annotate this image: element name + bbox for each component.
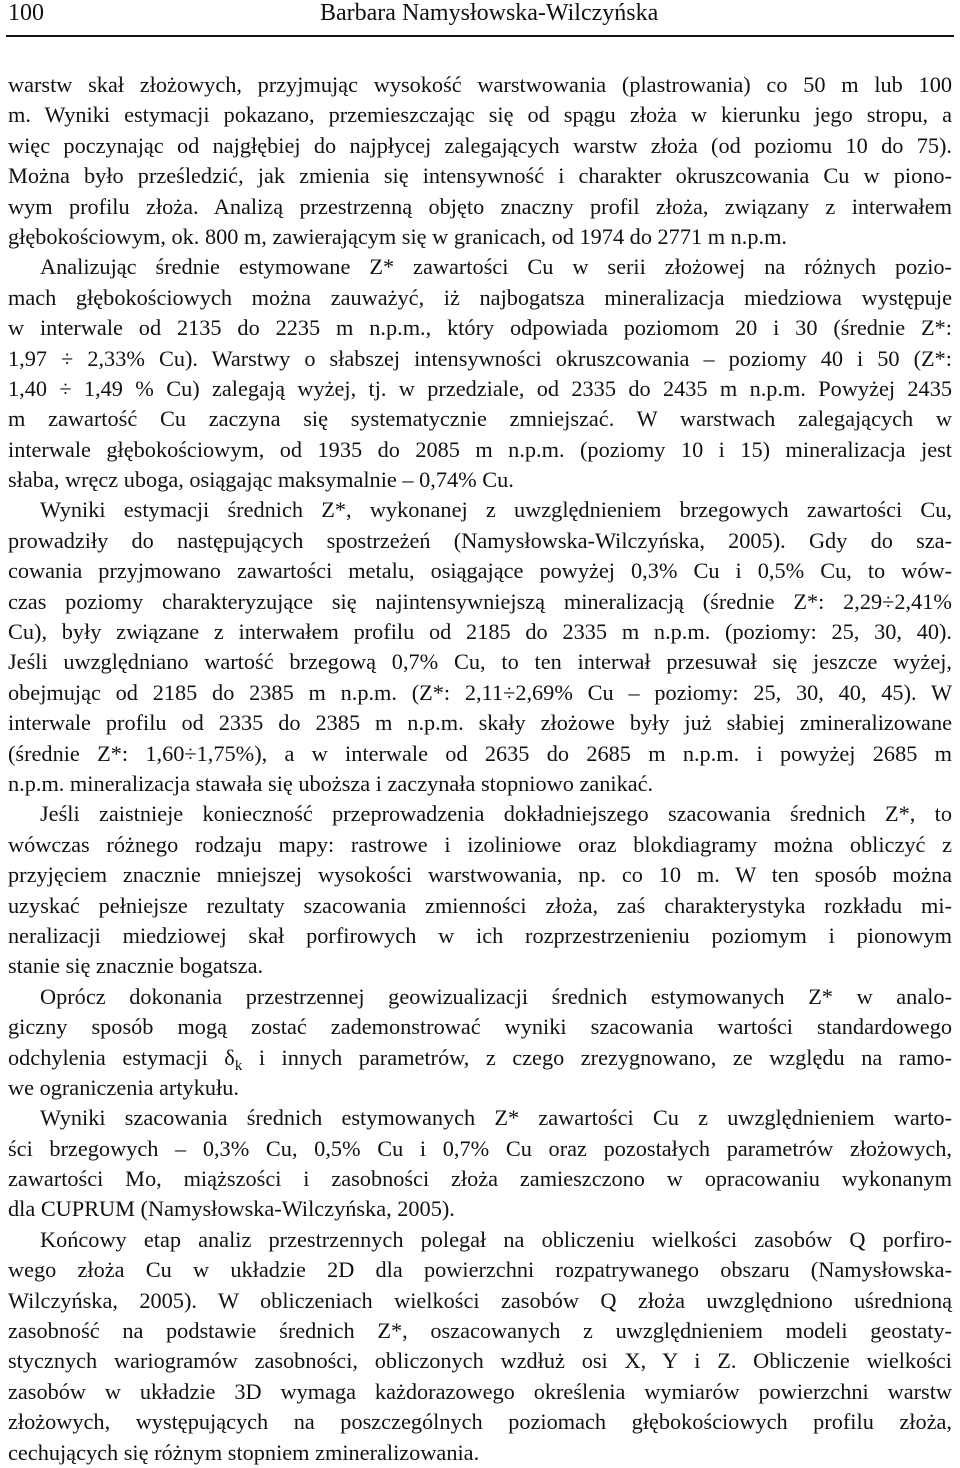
text-line: wym profilu złoża. Analizą przestrzenną objęto znaczny profil złoża, związany z interwałem [8,193,952,219]
text-line: ści brzegowych – 0,3% Cu, 0,5% Cu i 0,7% Cu oraz pozostałych parametrów złożowych, [8,1135,952,1161]
header-rule [6,35,954,37]
text-line: Można było prześledzić, jak zmienia się intensywność i charakter okruszcowania Cu w piono- [8,163,952,189]
text-line: stanie się znacznie bogatsza. [8,953,264,979]
subscript: k [234,1057,243,1074]
text-line: Jeśli uwzględniano wartość brzegową 0,7% Cu, to ten interwał przesuwał się jeszcze wyżej, [8,649,952,675]
text-line: interwale głębokościowym, od 1935 do 2085 m n.p.m. (poziomy 10 i 15) mineralizacja jest [8,436,952,462]
text-line: złożowych, występujących na poszczególnych poziomach głębokościowych profilu złoża, [8,1409,952,1435]
text-line: Cu), były związane z interwałem profilu od 2185 do 2335 m n.p.m. (poziomy: 25, 30, 40). [8,619,952,645]
text-line: Oprócz dokonania przestrzennej geowizualizacji średnich estymowanych Z* w analo- [40,983,952,1009]
text-line: Analizując średnie estymowane Z* zawartości Cu w serii złożowej na różnych pozio- [40,254,952,280]
text-segment: odchylenia estymacji δ [8,1044,235,1070]
text-line: giczny sposób mogą zostać zademonstrować wyniki szacowania wartości standardowego [8,1014,952,1040]
body-text [8,70,952,1468]
text-line: zawartości Mo, miąższości i zasobności złoża zamieszczono w opracowaniu wykonanym [8,1166,952,1192]
text-line [8,1043,952,1073]
text-line: 1,40 ÷ 1,49 % Cu) zalegają wyżej, tj. w przedziale, od 2335 do 2435 m n.p.m. Powyżej 2435 [8,375,952,401]
text-line: we ograniczenia artykułu. [8,1074,239,1100]
text-line: Wilczyńska, 2005). W obliczeniach wielkości zasobów Q złoża uwzględniono uśrednioną [8,1287,952,1313]
text-line: uzyskać pełniejsze rezultaty szacowania zmienności złoża, zaś charakterystyka rozkładu mi- [8,892,952,918]
running-head: Barbara Namysłowska-Wilczyńska [320,0,659,26]
text-line: stycznych wariogramów zasobności, obliczonych wzdłuż osi X, Y i Z. Obliczenie wielkości [8,1348,952,1374]
text-line: zasobność na podstawie średnich Z*, oszacowanych z uwzględnieniem modeli geostaty- [8,1318,952,1344]
text-line: czas poziomy charakteryzujące się najintensywniejszą mineralizacją (średnie Z*: 2,29÷2,41% [8,588,952,614]
text-line: dla CUPRUM (Namysłowska-Wilczyńska, 2005). [8,1196,455,1222]
text-line: n.p.m. mineralizacja stawała się uboższa i zaczynała stopniowo zanikać. [8,770,654,796]
text-line: (średnie Z*: 1,60÷1,75%), a w interwale od 2635 do 2685 m n.p.m. i powyżej 2685 m [8,740,952,766]
text-line: głębokościowym, ok. 800 m, zawierającym się w granicach, od 1974 do 2771 m n.p.m. [8,223,787,249]
text-line: warstw skał złożowych, przyjmując wysokość warstwowania (plastrowania) co 50 m lub 100 [8,72,952,97]
text-line: więc poczynając od najgłębiej do najpłycej zalegających warstw złoża (od poziomu 10 do 75). [8,132,952,158]
text-segment: i innych parametrów, z czego zrezygnowano, ze względu na ramo- [242,1044,953,1070]
text-line: mach głębokościowych można zauważyć, iż najbogatsza mineralizacja miedziowa występuje [8,284,952,310]
text-line: zasobów w układzie 3D wymaga każdorazowego określenia wymiarów powierzchni warstw [8,1378,952,1404]
page-number: 100 [8,0,44,26]
text-line: 1,97 ÷ 2,33% Cu). Warstwy o słabszej intensywności okruszcowania – poziomy 40 i 50 (Z*: [8,345,952,371]
text-line: cechujących się różnym stopniem zmineralizowania. [8,1439,480,1465]
text-line: interwale profilu od 2335 do 2385 m n.p.m. skały złożowe były już słabiej zmineralizowane [8,710,952,736]
text-line: Wyniki szacowania średnich estymowanych Z* zawartości Cu z uwzględnieniem warto- [40,1105,952,1131]
text-line: cowania przyjmowano zawartości metalu, osiągające powyżej 0,3% Cu i 0,5% Cu, to wów- [8,558,952,584]
text-line: w interwale od 2135 do 2235 m n.p.m., który odpowiada poziomom 20 i 30 (średnie Z*: [8,315,952,341]
text-line: Jeśli zaistnieje konieczność przeprowadzenia dokładniejszego szacowania średnich Z*, to [40,801,952,827]
text-line: m zawartość Cu zaczyna się systematycznie zmniejszać. W warstwach zalegających w [8,406,952,432]
text-line: Końcowy etap analiz przestrzennych polegał na obliczeniu wielkości zasobów Q porfiro- [40,1226,952,1252]
text-line: Wyniki estymacji średnich Z*, wykonanej z uwzględnieniem brzegowych zawartości Cu, [40,497,952,523]
text-line: wego złoża Cu w układzie 2D dla powierzchni rozpatrywanego obszaru (Namysłowska- [8,1257,952,1283]
text-line: neralizacji miedziowej skał porfirowych w ich rozprzestrzenieniu poziomym i pionowym [8,922,952,948]
text-line: słaba, wręcz uboga, osiągając maksymalnie – 0,74% Cu. [8,467,514,493]
text-line: obejmując od 2185 do 2385 m n.p.m. (Z*: 2,11÷2,69% Cu – poziomy: 25, 30, 40, 45). W [8,679,952,705]
page-header [6,0,954,30]
text-line: przyjęciem znacznie mniejszej wysokości warstwowania, np. co 10 m. W ten sposób można [8,862,952,888]
text-line: wówczas różnego rodzaju mapy: rastrowe i izoliniowe oraz blokdiagramy można obliczyć z [8,831,952,857]
text-line: m. Wyniki estymacji pokazano, przemieszczając się od spągu złoża w kierunku jego stropu, a [8,102,952,128]
text-line: prowadziły do następujących spostrzeżeń (Namysłowska-Wilczyńska, 2005). Gdy do sza- [8,527,952,553]
